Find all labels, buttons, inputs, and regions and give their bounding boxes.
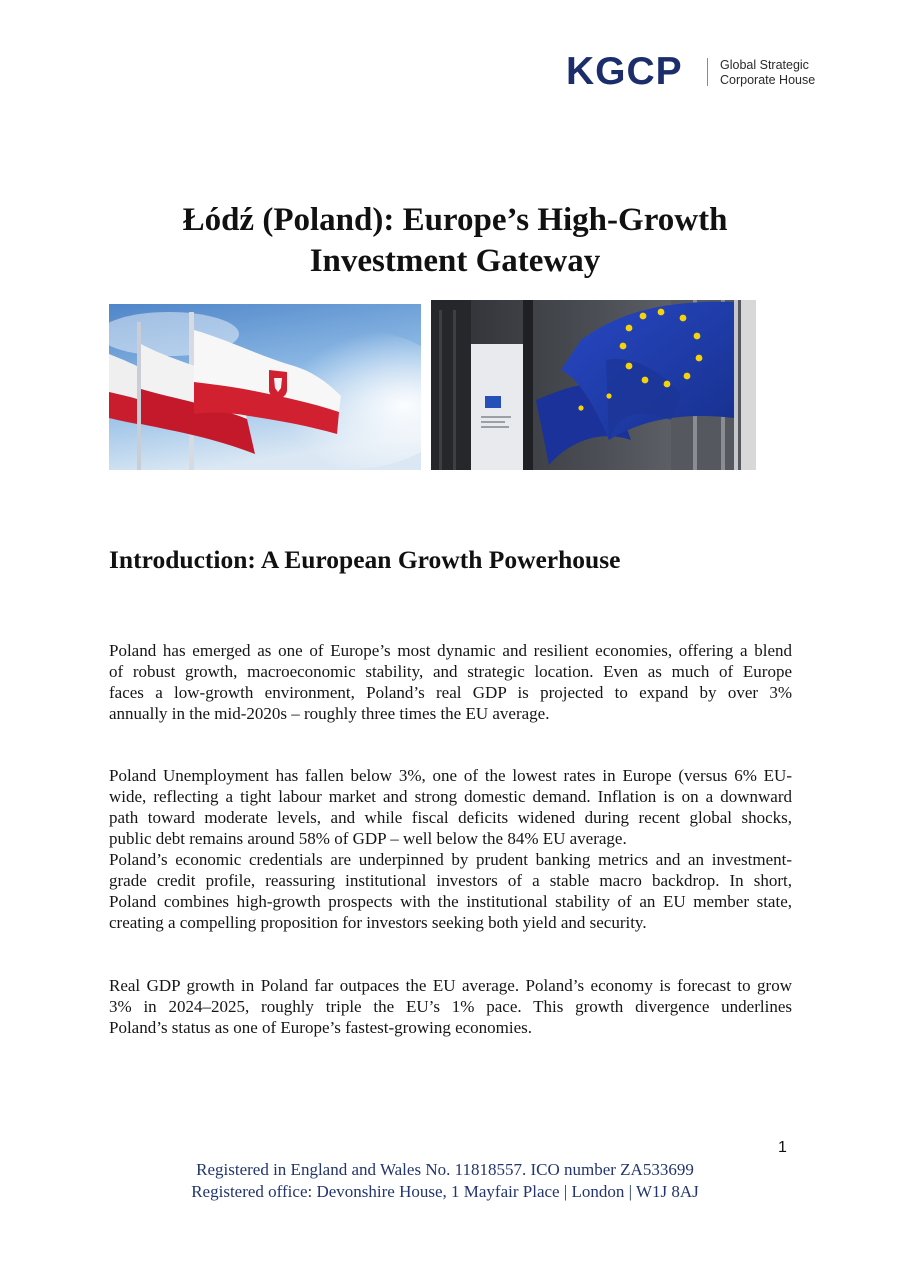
logo-tagline-line1: Global Strategic (720, 58, 809, 72)
gdp-growth-paragraph (109, 975, 792, 1038)
paragraph-line: public debt remains around 58% of GDP – well below the 84% EU average. (109, 829, 627, 848)
paragraph-line: wide, reflecting a tight labour market and strong domestic demand. Inflation is on a downward (109, 787, 792, 806)
title-line-2: Investment Gateway (309, 243, 601, 279)
footer (110, 1159, 780, 1203)
logo-tagline (720, 58, 820, 88)
paragraph-line: Poland’s status as one of Europe’s fastest-growing economies. (109, 1018, 533, 1037)
paragraph-line: of robust growth, macroeconomic stability, and strategic location. Even as much of Europe (109, 662, 792, 681)
paragraph-line: Poland has emerged as one of Europe’s most dynamic and resilient economies, offering a blend (109, 641, 792, 660)
footer-address: Registered office: Devonshire House, 1 Mayfair Place | London | W1J 8AJ (191, 1182, 699, 1201)
logo-tagline-line2: Corporate House (720, 73, 816, 87)
page-number: 1 (778, 1139, 787, 1156)
labour-market-paragraph (109, 765, 792, 933)
page-title (110, 200, 800, 282)
paragraph-line: faces a low-growth environment, Poland’s real GDP is projected to expand by over 3% (109, 683, 792, 702)
intro-paragraph (109, 640, 792, 724)
logo-divider (707, 58, 708, 86)
eu-flags-photo (431, 300, 756, 470)
paragraph-line: creating a compelling proposition for investors seeking both yield and security. (109, 913, 647, 932)
paragraph-line: grade credit profile, reassuring institutional investors of a stable macro backdrop. In short, (109, 871, 792, 890)
paragraph-line: Poland Unemployment has fallen below 3%, one of the lowest rates in Europe (versus 6% EU- (109, 766, 792, 785)
paragraph-line: annually in the mid-2020s – roughly three times the EU average. (109, 704, 550, 723)
section-heading: Introduction: A European Growth Powerhouse (109, 545, 621, 574)
paragraph-line: 3% in 2024–2025, roughly triple the EU’s 1% pace. This growth divergence underlines (109, 997, 792, 1016)
kgcp-logo (566, 52, 816, 92)
paragraph-line: Poland’s economic credentials are underpinned by prudent banking metrics and an investment- (109, 850, 792, 869)
logo-wordmark: KGCP (566, 50, 683, 93)
title-line-1: Łódź (Poland): Europe’s High-Growth (182, 202, 728, 238)
paragraph-line: Real GDP growth in Poland far outpaces the EU average. Poland’s economy is forecast to grow (109, 976, 792, 995)
footer-registration: Registered in England and Wales No. 11818557. ICO number ZA533699 (196, 1160, 694, 1179)
paragraph-line: path toward moderate levels, and while fiscal deficits widened during recent global shocks, (109, 808, 792, 827)
paragraph-line: Poland combines high-growth prospects with the institutional stability of an EU member state, (109, 892, 792, 911)
poland-flags-photo (109, 304, 421, 470)
